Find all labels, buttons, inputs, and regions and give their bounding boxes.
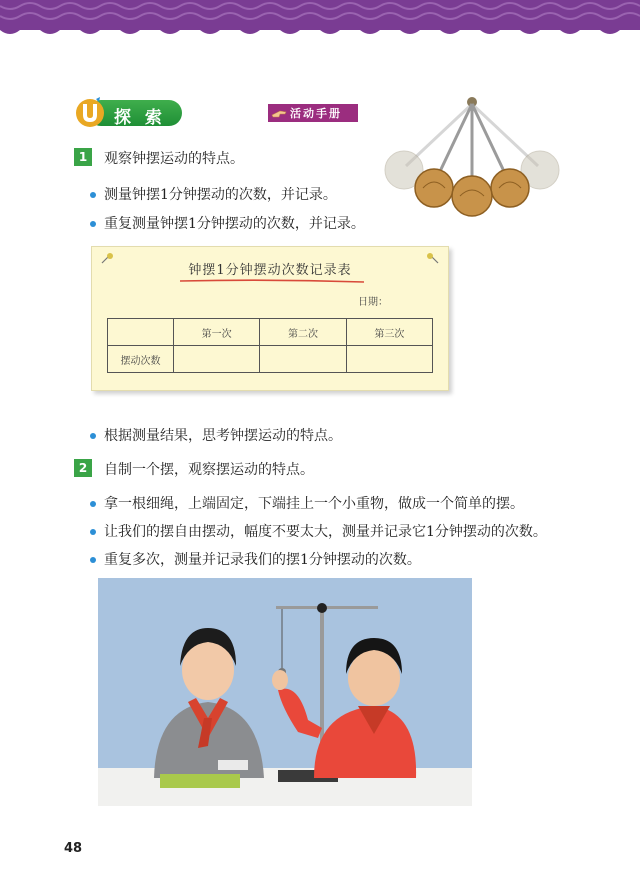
record-table: [107, 318, 433, 373]
pendulum-photo: [376, 96, 572, 228]
task-2-bullet-2: 让我们的摆自由摆动，幅度不要太大，测量并记录它1分钟摆动的次数。: [104, 524, 547, 540]
date-label: 日期：: [358, 297, 388, 308]
empty-cell: [260, 346, 346, 373]
table-header-cell: 第二次: [260, 319, 346, 346]
empty-cell: [174, 346, 260, 373]
bullet-dot: [90, 221, 96, 227]
pointing-hand-icon: [268, 104, 290, 122]
top-decorative-banner: [0, 0, 640, 44]
bullet-dot: [90, 557, 96, 563]
title-underline: [180, 279, 364, 283]
task-1-bullet-1: 测量钟摆1分钟摆动的次数，并记录。: [104, 187, 337, 203]
empty-cell: [346, 346, 432, 373]
record-sheet-card: [91, 246, 449, 391]
task-1-title: 观察钟摆运动的特点。: [104, 151, 244, 167]
table-row: [108, 346, 433, 373]
bullet-dot: [90, 529, 96, 535]
task-number-1: 1: [74, 148, 92, 166]
row-label-cell: 摆动次数: [108, 346, 174, 373]
handbook-label: 活动手册: [290, 107, 342, 120]
table-header-row: [108, 319, 433, 346]
task-2-bullet-3: 重复多次，测量并记录我们的摆1分钟摆动的次数。: [104, 552, 421, 568]
task-1-bullet-2: 重复测量钟摆1分钟摆动的次数，并记录。: [104, 216, 365, 232]
bullet-dot: [90, 192, 96, 198]
task-2-bullet-1: 拿一根细绳，上端固定，下端挂上一个小重物，做成一个简单的摆。: [104, 496, 524, 512]
task-number-2: 2: [74, 459, 92, 477]
record-sheet-title: 钟摆1分钟摆动次数记录表: [188, 263, 352, 278]
table-header-cell: [108, 319, 174, 346]
explore-section-badge: [74, 95, 182, 129]
students-pendulum-photo: [98, 578, 472, 806]
table-header-cell: 第三次: [346, 319, 432, 346]
bullet-dot: [90, 501, 96, 507]
explore-logo-icon: [74, 95, 108, 129]
table-header-cell: 第一次: [174, 319, 260, 346]
page-number: 48: [64, 841, 83, 856]
section-label: 探 索: [114, 108, 166, 128]
task-2-title: 自制一个摆，观察摆运动的特点。: [104, 462, 314, 478]
bullet-dot: [90, 433, 96, 439]
activity-handbook-tag: [268, 104, 358, 122]
task-1-reflection: 根据测量结果，思考钟摆运动的特点。: [104, 428, 342, 444]
